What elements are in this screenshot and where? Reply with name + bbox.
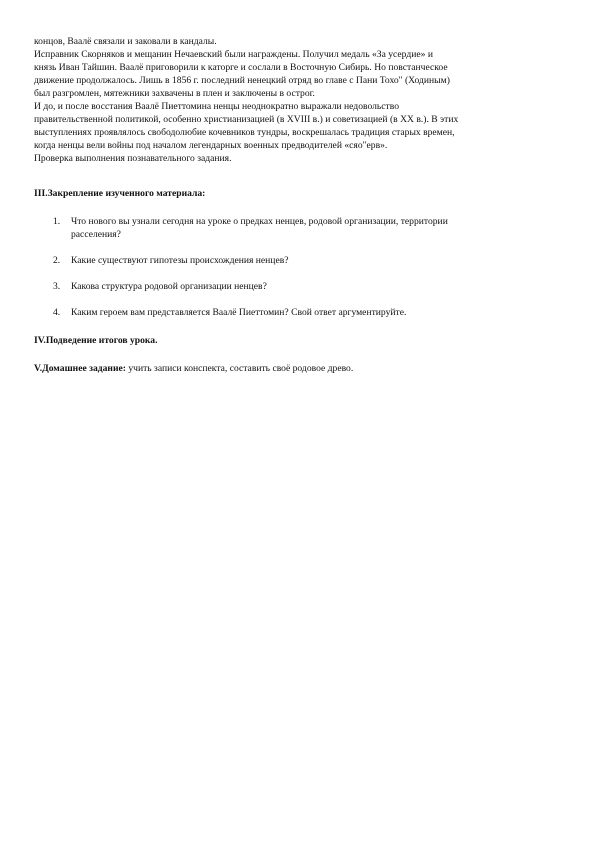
list-number: 1. xyxy=(53,216,61,227)
paragraph-line: концов, Ваалё связали и заковали в кандалы. xyxy=(34,36,217,47)
homework-paragraph xyxy=(34,362,564,375)
list-number: 3. xyxy=(53,281,61,292)
list-number: 2. xyxy=(53,255,61,266)
questions-list xyxy=(34,215,564,319)
paragraph-line: правительственной политикой, особенно христианизацией (в XVIII в.) и советизацией (в XX в.). В этих xyxy=(34,114,459,125)
question-text: Каким героем вам представляется Ваалё Пиеттомин? Свой ответ аргументируйте. xyxy=(71,307,407,318)
homework-text: учить записи конспекта, составить своё родовое древо. xyxy=(125,363,354,374)
section-heading-consolidation: III.Закрепление изученного материала: xyxy=(34,188,206,199)
paragraph-line: Проверка выполнения познавательного задания. xyxy=(34,153,232,164)
list-item xyxy=(34,254,564,267)
question-text: Какова структура родовой организации ненцев? xyxy=(71,281,267,292)
intro-paragraph xyxy=(34,35,564,165)
document-page xyxy=(34,35,564,375)
paragraph-line: когда ненцы вели войны под началом легендарных военных предводителей «сяо"ерв». xyxy=(34,140,388,151)
section-heading-summary: IV.Подведение итогов урока. xyxy=(34,335,158,346)
paragraph-line: И до, и после восстания Ваалё Пиеттомина ненцы неоднократно выражали недовольство xyxy=(34,101,399,112)
paragraph-line: Исправник Скорняков и мещанин Нечаевский были награждены. Получил медаль «За усердие» и xyxy=(34,49,433,60)
paragraph-line: был разгромлен, мятежники захвачены в плен и заключены в острог. xyxy=(34,88,315,99)
question-text: Что нового вы узнали сегодня на уроке о предках ненцев, родовой организации, территории xyxy=(71,216,448,227)
paragraph-line: выступлениях проявлялось свободолюбие кочевников тундры, воскрешалась традиция старых времен, xyxy=(34,127,455,138)
list-number: 4. xyxy=(53,307,61,318)
list-item xyxy=(34,215,564,241)
question-text: Какие существуют гипотезы происхождения ненцев? xyxy=(71,255,289,266)
list-item xyxy=(34,306,564,319)
question-text-continued: расселения? xyxy=(71,229,121,240)
paragraph-line: движение продолжалось. Лишь в 1856 г. последний ненецкий отряд во главе с Пани Тохо" (Ходиным) xyxy=(34,75,450,86)
list-item xyxy=(34,280,564,293)
paragraph-line: князь Иван Тайшин. Ваалё приговорили к каторге и сослали в Восточную Сибирь. Но повстанческое xyxy=(34,62,448,73)
homework-label: V.Домашнее задание: xyxy=(34,363,126,374)
